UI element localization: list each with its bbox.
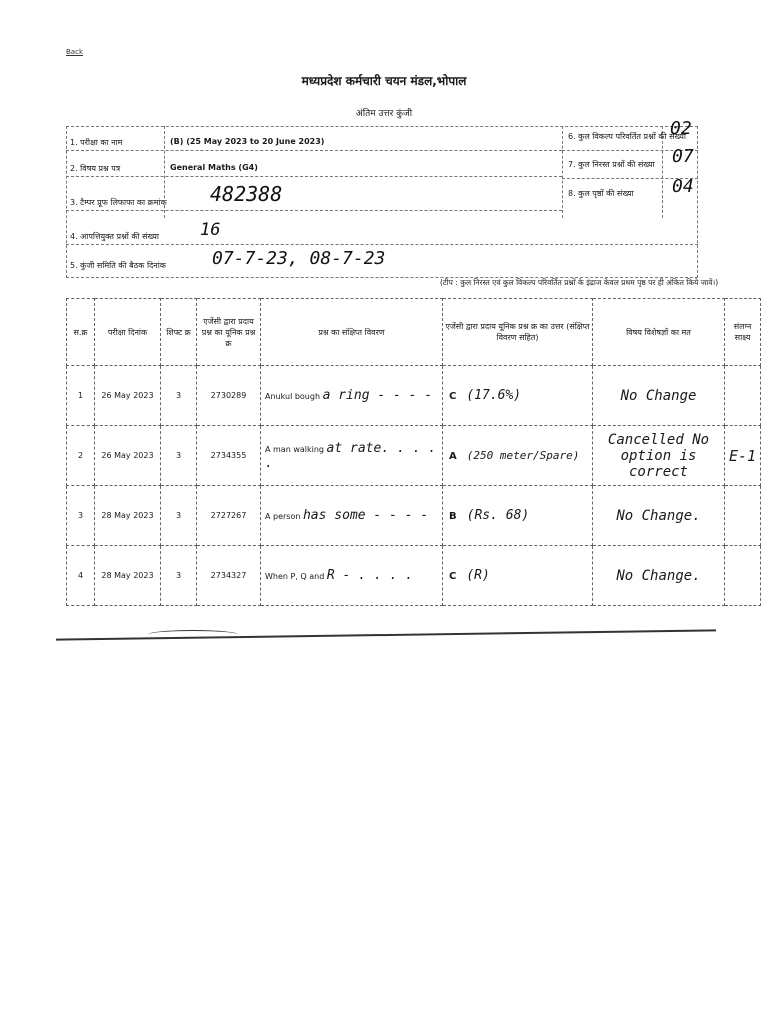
table-row bbox=[67, 426, 761, 486]
header-answer: एजेंसी द्वारा प्रदाय यूनिक प्रश्न क्र का उत्तर (संक्षिप्त विवरण सहित) bbox=[443, 299, 593, 366]
header-opinion: विषय विशेषज्ञों का मत bbox=[593, 299, 725, 366]
header-qid: एजेंसी द्वारा प्रदाय प्रश्न का यूनिक प्रश्न क्र bbox=[197, 299, 261, 366]
answer-handwritten: (Rs. 68) bbox=[466, 508, 530, 523]
answer-option: B bbox=[449, 511, 457, 522]
table-header-row bbox=[67, 299, 761, 366]
page-subtitle: अंतिम उत्तर कुंजी bbox=[355, 109, 413, 119]
info-row-tamper bbox=[66, 184, 562, 211]
summary-handwritten: has some - - - - bbox=[302, 508, 429, 523]
meeting-value: 07-7-23, 08-7-23 bbox=[212, 248, 386, 269]
cell-opinion bbox=[593, 426, 725, 486]
cell-sno: 4 bbox=[67, 546, 95, 606]
cell-sno: 3 bbox=[67, 486, 95, 546]
cell-summary bbox=[261, 486, 443, 546]
cell-sno: 1 bbox=[67, 366, 95, 426]
cell-answer bbox=[443, 486, 593, 546]
changed-value: 02 bbox=[670, 118, 692, 139]
summary-text: A man walking bbox=[265, 444, 324, 454]
tamper-label: 3. टैम्पर प्रूफ लिफाफा का क्रमांक bbox=[70, 198, 167, 207]
cell-shift: 3 bbox=[161, 366, 197, 426]
table-row bbox=[67, 366, 761, 426]
cell-date: 26 May 2023 bbox=[95, 366, 161, 426]
cell-shift: 3 bbox=[161, 546, 197, 606]
cell-date: 28 May 2023 bbox=[95, 546, 161, 606]
answer-key-table bbox=[66, 298, 761, 606]
cell-summary bbox=[261, 426, 443, 486]
header-evidence: संलग्न साक्ष्य bbox=[725, 299, 761, 366]
paper-value: General Maths (G4) bbox=[170, 163, 258, 172]
answer-handwritten: (17.6%) bbox=[466, 388, 522, 403]
cell-opinion bbox=[593, 486, 725, 546]
answer-option: C bbox=[449, 391, 457, 402]
info-row-exam bbox=[66, 130, 562, 151]
answer-option: C bbox=[449, 571, 457, 582]
cell-evidence bbox=[725, 426, 761, 486]
answer-handwritten: (R) bbox=[466, 568, 490, 583]
info-row-paper bbox=[66, 156, 562, 177]
summary-handwritten: R - . . . . bbox=[326, 568, 413, 583]
objections-value: 16 bbox=[200, 220, 221, 240]
table-row bbox=[67, 546, 761, 606]
cell-evidence bbox=[725, 366, 761, 426]
objections-label: 4. आपत्तियुक्त प्रश्नों की संख्या bbox=[70, 232, 159, 241]
changed-label: 6. कुल विकल्प परिवर्तित प्रश्नों की संख्या bbox=[568, 132, 686, 141]
cell-sno: 2 bbox=[67, 426, 95, 486]
answer-handwritten: (250 meter/Spare) bbox=[466, 449, 580, 462]
meeting-label: 5. कुंजी समिति की बैठक दिनांक bbox=[70, 261, 166, 270]
info-box bbox=[66, 118, 698, 278]
opinion-handwritten: No Change bbox=[620, 387, 697, 404]
bottom-scribble bbox=[148, 630, 238, 639]
info-row-meeting bbox=[66, 246, 698, 274]
cell-evidence bbox=[725, 546, 761, 606]
cell-date: 28 May 2023 bbox=[95, 486, 161, 546]
cell-qid: 2730289 bbox=[197, 366, 261, 426]
summary-text: A person bbox=[265, 512, 301, 521]
table-row bbox=[67, 486, 761, 546]
cell-qid: 2734355 bbox=[197, 426, 261, 486]
tamper-value: 482388 bbox=[210, 182, 283, 206]
cancelled-label: 7. कुल निरस्त प्रश्नों की संख्या bbox=[568, 160, 655, 169]
opinion-handwritten: No Change. bbox=[616, 567, 701, 584]
info-divider-middle bbox=[562, 126, 563, 218]
cell-answer bbox=[443, 426, 593, 486]
cell-shift: 3 bbox=[161, 426, 197, 486]
corner-link: Back bbox=[66, 48, 83, 56]
note-text: (टीप : कुल निरस्त एवं कुल विकल्प परिवर्तित प्रश्नों के इंद्राज केवल प्रथम पृष्ठ पर ही अंकित किये जावें।) bbox=[440, 278, 719, 287]
exam-name-value: (B) (25 May 2023 to 20 June 2023) bbox=[170, 137, 325, 146]
evidence-handwritten: E-1 bbox=[728, 446, 757, 465]
paper-label: 2. विषय प्रश्न पत्र bbox=[70, 164, 121, 173]
cell-qid: 2727267 bbox=[197, 486, 261, 546]
summary-text: Anukul bough bbox=[265, 392, 321, 401]
exam-name-label: 1. परीक्षा का नाम bbox=[70, 138, 123, 147]
opinion-handwritten: Cancelled No option is correct bbox=[607, 431, 710, 480]
header-date: परीक्षा दिनांक bbox=[95, 299, 161, 366]
cell-answer bbox=[443, 366, 593, 426]
summary-handwritten: a ring - - - - bbox=[322, 388, 433, 403]
answer-option: A bbox=[449, 451, 457, 462]
cell-opinion bbox=[593, 546, 725, 606]
cancelled-value: 07 bbox=[672, 146, 694, 167]
header-summary: प्रश्न का संक्षिप्त विवरण bbox=[261, 299, 443, 366]
cell-evidence bbox=[725, 486, 761, 546]
info-divider-left bbox=[164, 126, 165, 218]
summary-handwritten: at rate. . . . . bbox=[265, 440, 437, 471]
info-row-objections bbox=[66, 218, 698, 245]
cell-qid: 2734327 bbox=[197, 546, 261, 606]
summary-text: When P, Q and bbox=[265, 572, 325, 581]
header-shift: शिफ्ट क्र bbox=[161, 299, 197, 366]
header-sno: स.क्र bbox=[67, 299, 95, 366]
page-title: मध्यप्रदेश कर्मचारी चयन मंडल,भोपाल bbox=[301, 74, 467, 88]
pages-value: 04 bbox=[672, 176, 694, 197]
cell-opinion bbox=[593, 366, 725, 426]
cell-summary bbox=[261, 366, 443, 426]
cell-shift: 3 bbox=[161, 486, 197, 546]
cell-answer bbox=[443, 546, 593, 606]
pages-label: 8. कुल पृष्ठों की संख्या bbox=[568, 189, 634, 198]
opinion-handwritten: No Change. bbox=[616, 507, 701, 524]
cell-summary bbox=[261, 546, 443, 606]
cell-date: 26 May 2023 bbox=[95, 426, 161, 486]
